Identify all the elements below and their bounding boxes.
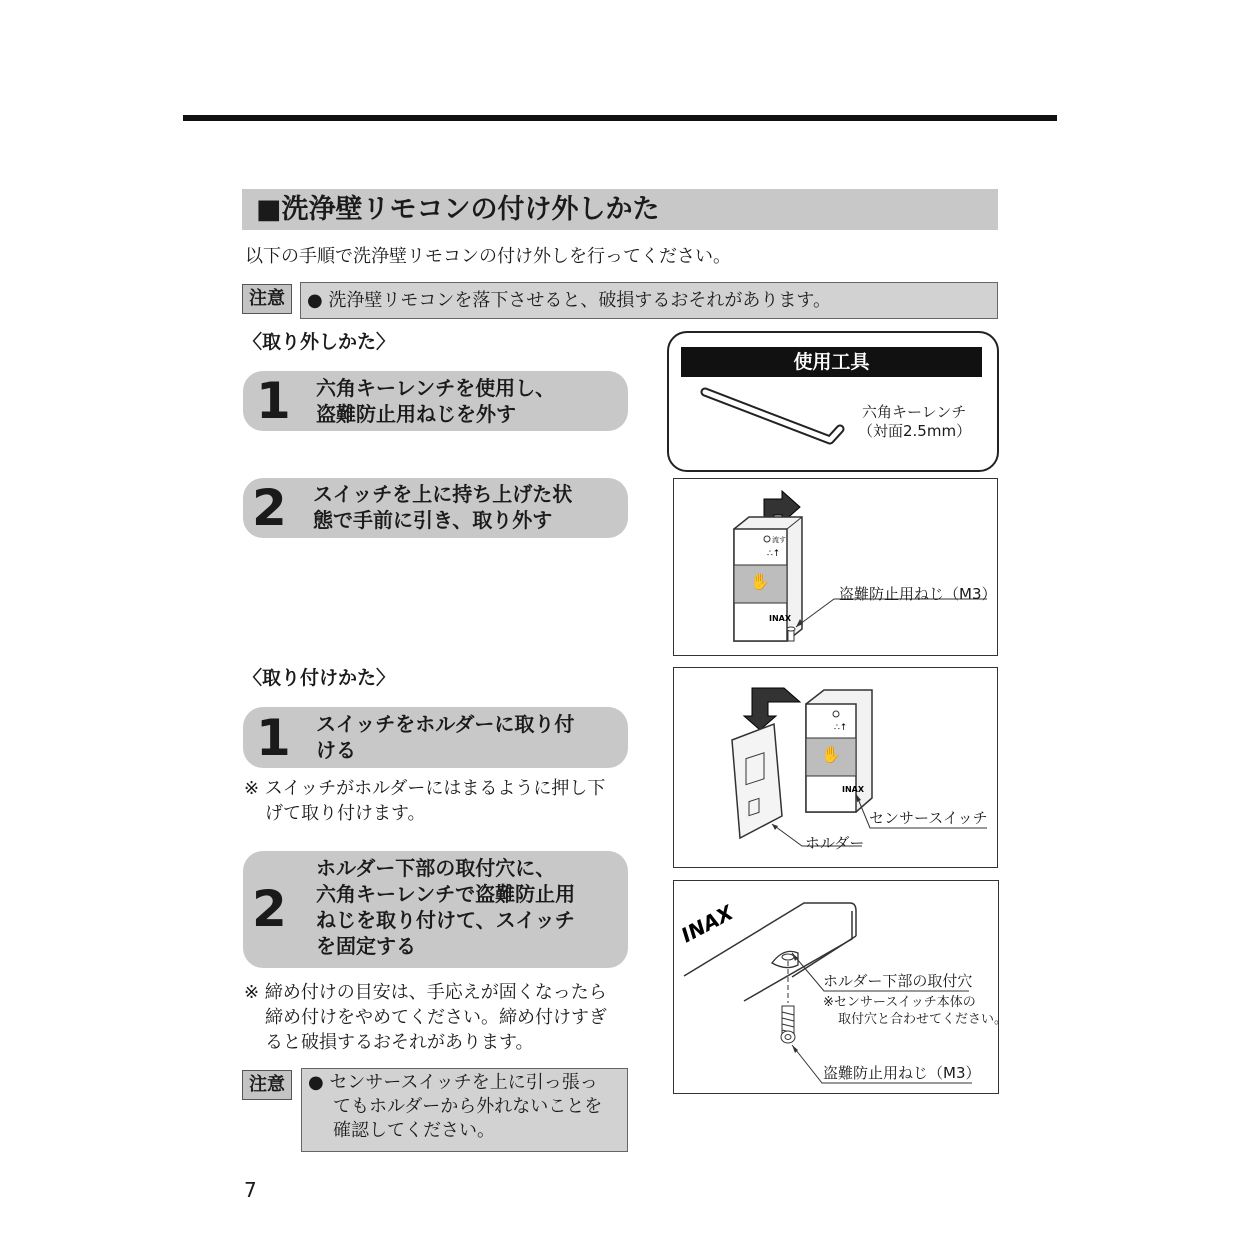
step-number: 2: [252, 880, 287, 938]
step-number: 2: [252, 479, 287, 537]
install-note-2: ※ 締め付けの目安は、手応えが固くなったら 締め付けをやめてください。締め付けすぎ ると破損するおそれがあります。: [244, 982, 607, 1053]
install-heading: 〈取り付けかた〉: [243, 667, 396, 689]
caution-text: ● 洗浄壁リモコンを落下させると、破損するおそれがあります。: [307, 290, 831, 311]
tool-spec: （対面2.5mm）: [858, 422, 972, 440]
screw-label: 盗難防止用ねじ（M3）: [839, 585, 997, 603]
hole-label: ホルダー下部の取付穴: [823, 972, 973, 990]
caution-label: 注意: [242, 284, 292, 314]
svg-text:∴↑: ∴↑: [767, 549, 781, 559]
step-text: スイッチをホルダーに取り付 ける: [316, 712, 575, 762]
screw-label: 盗難防止用ねじ（M3）: [823, 1064, 981, 1082]
svg-text:✋: ✋: [821, 745, 841, 764]
hole-note: ※センサースイッチ本体の 取付穴と合わせてください。: [823, 995, 1008, 1027]
page-number: 7: [244, 1178, 257, 1202]
caution-box-2: ● センサースイッチを上に引っ張っ てもホルダーから外れないことを 確認してください。: [301, 1068, 628, 1152]
hex-wrench-icon: [695, 382, 865, 457]
sensor-switch-label: センサースイッチ: [869, 809, 988, 827]
svg-text:流す: 流す: [772, 536, 786, 544]
install-note-1: ※ スイッチがホルダーにはまるように押し下 げて取り付けます。: [244, 778, 606, 824]
svg-text:✋: ✋: [750, 572, 770, 591]
step-text: スイッチを上に持ち上げた状 態で手前に引き、取り外す: [313, 482, 573, 532]
svg-text:INAX: INAX: [769, 614, 792, 623]
step-text: ホルダー下部の取付穴に、 六角キーレンチで盗難防止用 ねじを取り付けて、スイッチ を固定する: [316, 856, 576, 958]
top-rule: [183, 115, 1057, 121]
svg-text:∴↑: ∴↑: [834, 723, 848, 733]
tool-name: 六角キーレンチ: [862, 403, 967, 421]
step-number: 1: [256, 709, 291, 767]
holder-label: ホルダー: [805, 834, 865, 852]
intro-text: 以下の手順で洗浄壁リモコンの付け外しを行ってください。: [245, 246, 731, 267]
tool-header: 使用工具: [681, 347, 982, 377]
step-text: 六角キーレンチを使用し、 盗難防止用ねじを外す: [316, 376, 556, 426]
step-number: 1: [256, 372, 291, 430]
svg-text:INAX: INAX: [842, 785, 865, 794]
svg-text:INAX: INAX: [677, 900, 737, 948]
caution-box: [300, 282, 998, 319]
removal-heading: 〈取り外しかた〉: [243, 331, 396, 353]
caution-label: 注意: [242, 1070, 292, 1100]
page-title: ■洗浄壁リモコンの付け外しかた: [256, 194, 660, 225]
switch-removal-illustration: [674, 479, 997, 655]
